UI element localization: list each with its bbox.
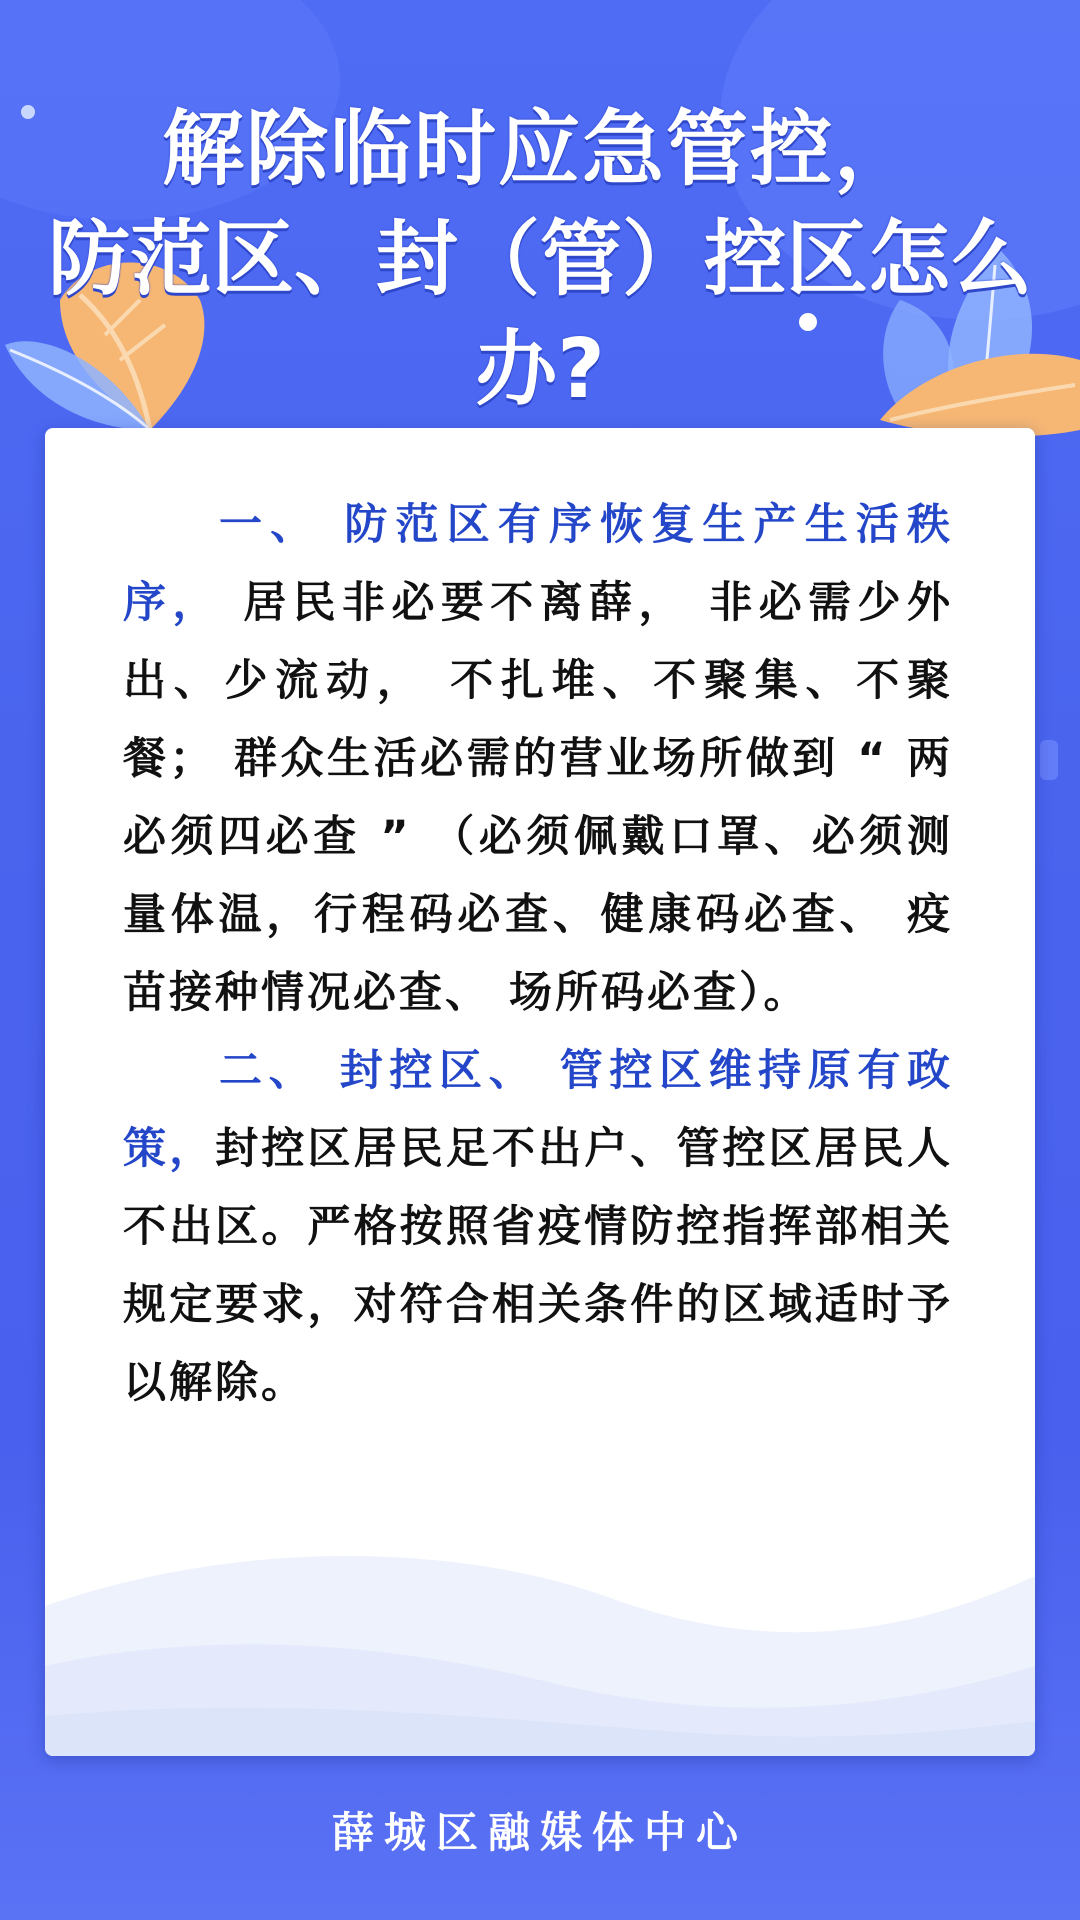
section-2: [123, 1032, 953, 1422]
content-card: [45, 428, 1035, 1756]
article-content: [123, 486, 953, 1422]
footer-org: 薛城区融媒体中心: [331, 1808, 748, 1857]
section-1: [123, 486, 953, 1032]
section-2-heading: 二、 封控区、 管控区维持原有政策，: [123, 1046, 953, 1174]
title-line-2: 防范区、封（管）控区怎么办?: [47, 212, 1032, 417]
section-1-heading: 一、 防范区有序恢复生产生活秩序，: [123, 500, 953, 628]
section-2-body: 封控区居民足不出户、管控区居民人不出区。严格按照省疫情防控指挥部相关规定要求，对符合相关条件的区域适时予以解除。: [123, 1124, 954, 1408]
decor-bar: [1040, 740, 1058, 780]
section-1-body: 居民非必要不离薛， 非必需少外出、少流动， 不扎堆、不聚集、不聚餐； 群众生活必需的营业场所做到 “ 两必须四必查 ” （必须佩戴口罩、必须测量体温，行程码必查、健康码必查、 疫苗接种情况必查、 场所码必查）。: [123, 578, 954, 1018]
card-wave-decoration: [45, 1516, 1035, 1756]
page-title: [0, 95, 1080, 425]
title-line-1: 解除临时应急管控，: [161, 102, 918, 197]
